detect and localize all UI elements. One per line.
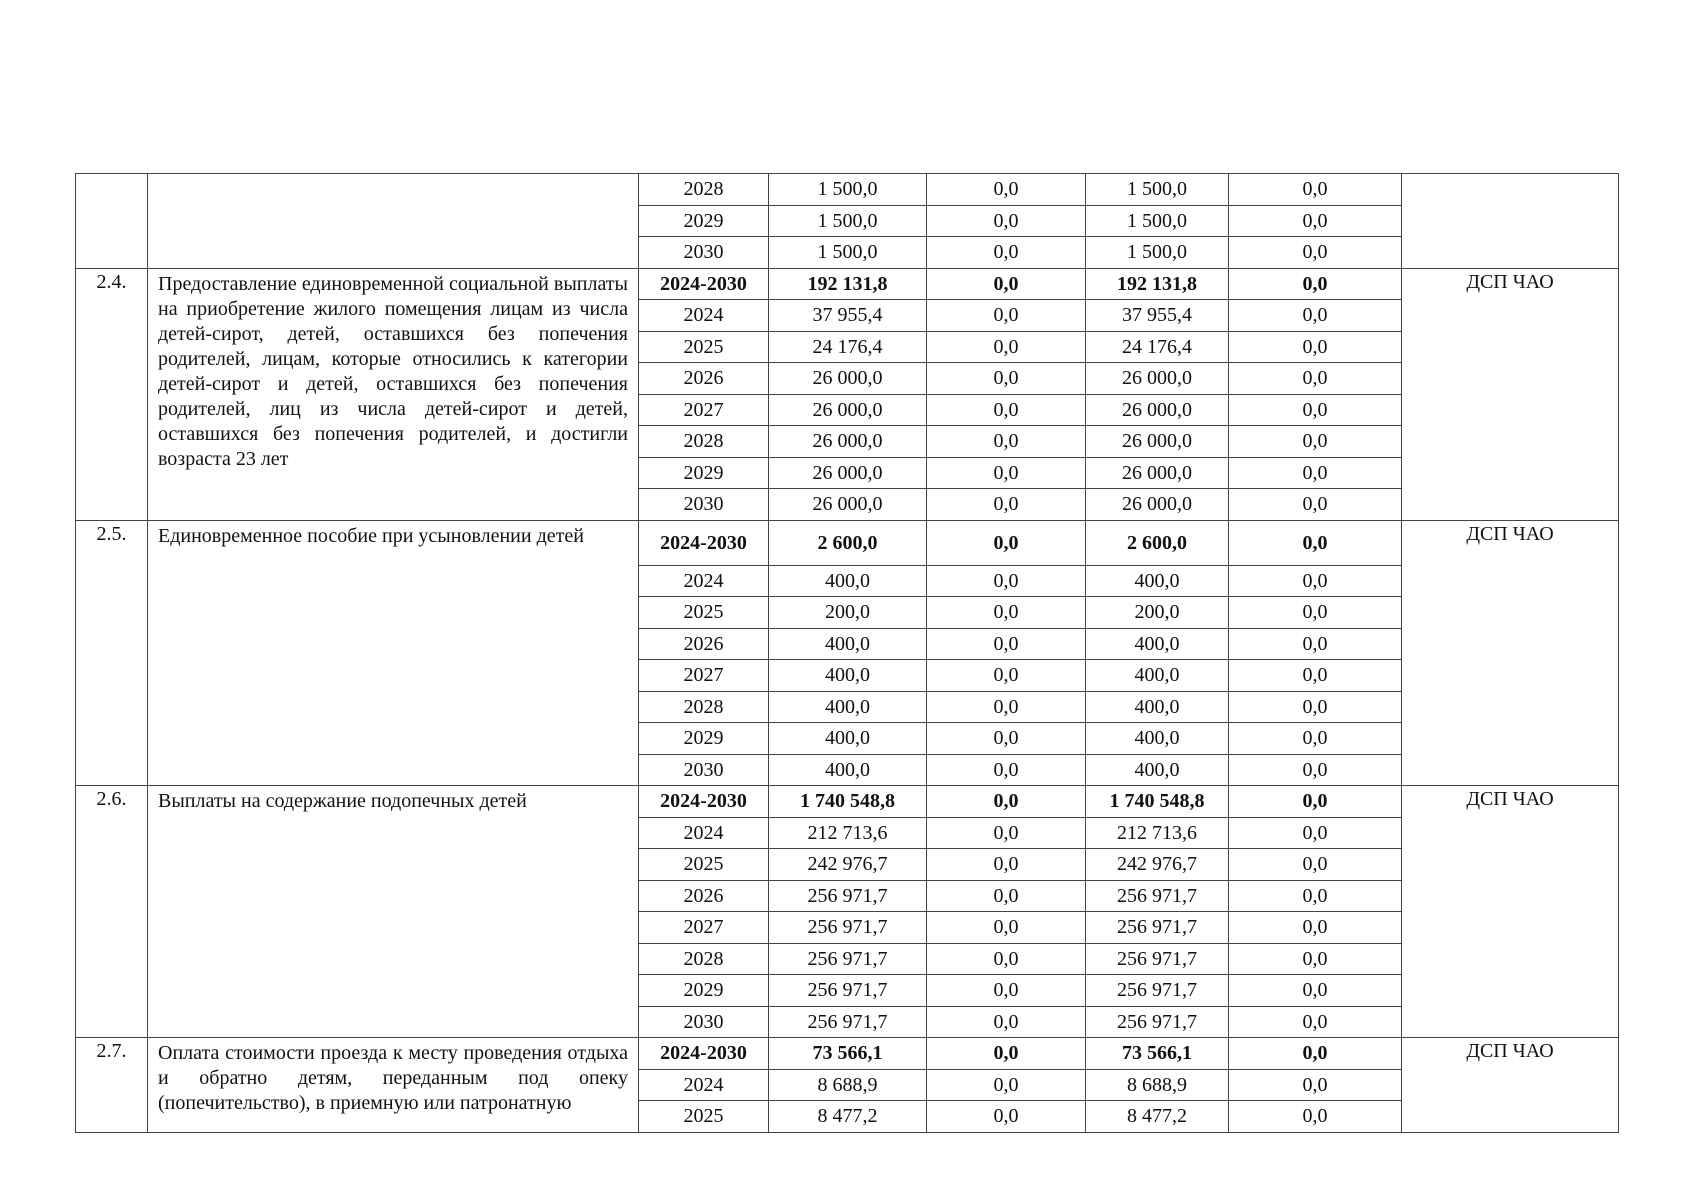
other-amount-cell: 0,0 xyxy=(1229,426,1402,458)
total-amount-cell: 256 971,7 xyxy=(769,1006,927,1038)
regional-amount-cell: 400,0 xyxy=(1086,660,1229,692)
other-amount-cell: 0,0 xyxy=(1229,817,1402,849)
federal-amount-cell: 0,0 xyxy=(927,174,1086,206)
total-amount-cell: 37 955,4 xyxy=(769,300,927,332)
federal-amount-cell: 0,0 xyxy=(927,268,1086,300)
year-cell: 2025 xyxy=(639,597,769,629)
total-amount-cell: 26 000,0 xyxy=(769,426,927,458)
section-number: 2.4. xyxy=(76,268,148,520)
regional-amount-cell: 400,0 xyxy=(1086,723,1229,755)
other-amount-cell: 0,0 xyxy=(1229,754,1402,786)
regional-amount-cell: 400,0 xyxy=(1086,691,1229,723)
federal-amount-cell: 0,0 xyxy=(927,205,1086,237)
executor-cell xyxy=(1402,174,1619,269)
section-name xyxy=(148,174,639,269)
other-amount-cell: 0,0 xyxy=(1229,912,1402,944)
year-cell: 2030 xyxy=(639,754,769,786)
regional-amount-cell: 8 477,2 xyxy=(1086,1101,1229,1133)
year-cell: 2028 xyxy=(639,943,769,975)
total-amount-cell: 1 500,0 xyxy=(769,174,927,206)
year-cell: 2024-2030 xyxy=(639,520,769,565)
federal-amount-cell: 0,0 xyxy=(927,975,1086,1007)
other-amount-cell: 0,0 xyxy=(1229,723,1402,755)
total-amount-cell: 24 176,4 xyxy=(769,331,927,363)
section-name: Единовременное пособие при усыновлении детей xyxy=(148,520,639,786)
total-amount-cell: 256 971,7 xyxy=(769,975,927,1007)
year-cell: 2025 xyxy=(639,849,769,881)
table-row xyxy=(76,174,1619,206)
year-cell: 2024-2030 xyxy=(639,1038,769,1070)
regional-amount-cell: 1 500,0 xyxy=(1086,237,1229,269)
year-cell: 2026 xyxy=(639,363,769,395)
total-amount-cell: 2 600,0 xyxy=(769,520,927,565)
regional-amount-cell: 26 000,0 xyxy=(1086,394,1229,426)
year-cell: 2028 xyxy=(639,174,769,206)
other-amount-cell: 0,0 xyxy=(1229,849,1402,881)
regional-amount-cell: 37 955,4 xyxy=(1086,300,1229,332)
table-row xyxy=(76,268,1619,300)
year-cell: 2027 xyxy=(639,394,769,426)
section-number xyxy=(76,174,148,269)
year-cell: 2029 xyxy=(639,723,769,755)
regional-amount-cell: 192 131,8 xyxy=(1086,268,1229,300)
year-cell: 2026 xyxy=(639,628,769,660)
year-cell: 2024-2030 xyxy=(639,268,769,300)
federal-amount-cell: 0,0 xyxy=(927,237,1086,269)
other-amount-cell: 0,0 xyxy=(1229,331,1402,363)
other-amount-cell: 0,0 xyxy=(1229,489,1402,521)
section-name: Выплаты на содержание подопечных детей xyxy=(148,786,639,1038)
federal-amount-cell: 0,0 xyxy=(927,628,1086,660)
other-amount-cell: 0,0 xyxy=(1229,660,1402,692)
total-amount-cell: 1 500,0 xyxy=(769,205,927,237)
year-cell: 2029 xyxy=(639,975,769,1007)
total-amount-cell: 26 000,0 xyxy=(769,363,927,395)
other-amount-cell: 0,0 xyxy=(1229,237,1402,269)
table-row xyxy=(76,520,1619,565)
table-body xyxy=(76,174,1619,1133)
year-cell: 2028 xyxy=(639,426,769,458)
other-amount-cell: 0,0 xyxy=(1229,300,1402,332)
regional-amount-cell: 73 566,1 xyxy=(1086,1038,1229,1070)
other-amount-cell: 0,0 xyxy=(1229,1038,1402,1070)
total-amount-cell: 256 971,7 xyxy=(769,912,927,944)
year-cell: 2024-2030 xyxy=(639,786,769,818)
regional-amount-cell: 256 971,7 xyxy=(1086,975,1229,1007)
regional-amount-cell: 400,0 xyxy=(1086,754,1229,786)
year-cell: 2025 xyxy=(639,331,769,363)
funding-table xyxy=(75,173,1619,1133)
total-amount-cell: 26 000,0 xyxy=(769,489,927,521)
section-name: Оплата стоимости проезда к месту проведения отдыха и обратно детям, переданным под опеку (попечительство), в приемную или патронатную xyxy=(148,1038,639,1133)
other-amount-cell: 0,0 xyxy=(1229,786,1402,818)
federal-amount-cell: 0,0 xyxy=(927,426,1086,458)
year-cell: 2029 xyxy=(639,457,769,489)
year-cell: 2026 xyxy=(639,880,769,912)
federal-amount-cell: 0,0 xyxy=(927,691,1086,723)
regional-amount-cell: 24 176,4 xyxy=(1086,331,1229,363)
total-amount-cell: 200,0 xyxy=(769,597,927,629)
other-amount-cell: 0,0 xyxy=(1229,1006,1402,1038)
other-amount-cell: 0,0 xyxy=(1229,1069,1402,1101)
federal-amount-cell: 0,0 xyxy=(927,723,1086,755)
federal-amount-cell: 0,0 xyxy=(927,880,1086,912)
federal-amount-cell: 0,0 xyxy=(927,1069,1086,1101)
regional-amount-cell: 26 000,0 xyxy=(1086,489,1229,521)
total-amount-cell: 400,0 xyxy=(769,754,927,786)
federal-amount-cell: 0,0 xyxy=(927,817,1086,849)
other-amount-cell: 0,0 xyxy=(1229,520,1402,565)
executor-cell: ДСП ЧАО xyxy=(1402,268,1619,520)
regional-amount-cell: 26 000,0 xyxy=(1086,363,1229,395)
total-amount-cell: 400,0 xyxy=(769,660,927,692)
other-amount-cell: 0,0 xyxy=(1229,205,1402,237)
year-cell: 2024 xyxy=(639,565,769,597)
total-amount-cell: 212 713,6 xyxy=(769,817,927,849)
federal-amount-cell: 0,0 xyxy=(927,1101,1086,1133)
section-number: 2.6. xyxy=(76,786,148,1038)
total-amount-cell: 26 000,0 xyxy=(769,394,927,426)
executor-cell: ДСП ЧАО xyxy=(1402,786,1619,1038)
federal-amount-cell: 0,0 xyxy=(927,660,1086,692)
federal-amount-cell: 0,0 xyxy=(927,300,1086,332)
regional-amount-cell: 256 971,7 xyxy=(1086,943,1229,975)
regional-amount-cell: 256 971,7 xyxy=(1086,912,1229,944)
other-amount-cell: 0,0 xyxy=(1229,1101,1402,1133)
year-cell: 2024 xyxy=(639,1069,769,1101)
other-amount-cell: 0,0 xyxy=(1229,880,1402,912)
other-amount-cell: 0,0 xyxy=(1229,394,1402,426)
year-cell: 2027 xyxy=(639,912,769,944)
regional-amount-cell: 400,0 xyxy=(1086,628,1229,660)
federal-amount-cell: 0,0 xyxy=(927,786,1086,818)
section-number: 2.5. xyxy=(76,520,148,786)
total-amount-cell: 192 131,8 xyxy=(769,268,927,300)
year-cell: 2030 xyxy=(639,1006,769,1038)
total-amount-cell: 73 566,1 xyxy=(769,1038,927,1070)
regional-amount-cell: 2 600,0 xyxy=(1086,520,1229,565)
regional-amount-cell: 1 500,0 xyxy=(1086,205,1229,237)
total-amount-cell: 256 971,7 xyxy=(769,880,927,912)
year-cell: 2025 xyxy=(639,1101,769,1133)
federal-amount-cell: 0,0 xyxy=(927,849,1086,881)
total-amount-cell: 1 740 548,8 xyxy=(769,786,927,818)
federal-amount-cell: 0,0 xyxy=(927,331,1086,363)
total-amount-cell: 242 976,7 xyxy=(769,849,927,881)
year-cell: 2030 xyxy=(639,237,769,269)
total-amount-cell: 1 500,0 xyxy=(769,237,927,269)
federal-amount-cell: 0,0 xyxy=(927,1038,1086,1070)
federal-amount-cell: 0,0 xyxy=(927,457,1086,489)
total-amount-cell: 8 477,2 xyxy=(769,1101,927,1133)
total-amount-cell: 400,0 xyxy=(769,691,927,723)
regional-amount-cell: 212 713,6 xyxy=(1086,817,1229,849)
other-amount-cell: 0,0 xyxy=(1229,975,1402,1007)
other-amount-cell: 0,0 xyxy=(1229,628,1402,660)
table-row xyxy=(76,1038,1619,1070)
executor-cell: ДСП ЧАО xyxy=(1402,520,1619,786)
year-cell: 2029 xyxy=(639,205,769,237)
other-amount-cell: 0,0 xyxy=(1229,565,1402,597)
federal-amount-cell: 0,0 xyxy=(927,597,1086,629)
regional-amount-cell: 256 971,7 xyxy=(1086,1006,1229,1038)
other-amount-cell: 0,0 xyxy=(1229,597,1402,629)
regional-amount-cell: 400,0 xyxy=(1086,565,1229,597)
table-row xyxy=(76,786,1619,818)
total-amount-cell: 256 971,7 xyxy=(769,943,927,975)
federal-amount-cell: 0,0 xyxy=(927,565,1086,597)
section-name: Предоставление единовременной социальной выплаты на приобретение жилого помещения лицам из числа детей-сирот, детей, оставшихся без попечения родителей, лицам, которые относились к категории детей-сирот и детей, оставшихся без попечения родителей, лиц из числа детей-сирот и детей, оставшихся без попечения родителей, и достигли возраста 23 лет xyxy=(148,268,639,520)
regional-amount-cell: 1 500,0 xyxy=(1086,174,1229,206)
other-amount-cell: 0,0 xyxy=(1229,691,1402,723)
regional-amount-cell: 8 688,9 xyxy=(1086,1069,1229,1101)
federal-amount-cell: 0,0 xyxy=(927,363,1086,395)
year-cell: 2030 xyxy=(639,489,769,521)
total-amount-cell: 400,0 xyxy=(769,628,927,660)
executor-cell: ДСП ЧАО xyxy=(1402,1038,1619,1133)
other-amount-cell: 0,0 xyxy=(1229,943,1402,975)
regional-amount-cell: 1 740 548,8 xyxy=(1086,786,1229,818)
year-cell: 2027 xyxy=(639,660,769,692)
total-amount-cell: 400,0 xyxy=(769,565,927,597)
federal-amount-cell: 0,0 xyxy=(927,394,1086,426)
other-amount-cell: 0,0 xyxy=(1229,268,1402,300)
section-number: 2.7. xyxy=(76,1038,148,1133)
total-amount-cell: 8 688,9 xyxy=(769,1069,927,1101)
federal-amount-cell: 0,0 xyxy=(927,754,1086,786)
regional-amount-cell: 200,0 xyxy=(1086,597,1229,629)
year-cell: 2028 xyxy=(639,691,769,723)
total-amount-cell: 400,0 xyxy=(769,723,927,755)
other-amount-cell: 0,0 xyxy=(1229,457,1402,489)
federal-amount-cell: 0,0 xyxy=(927,1006,1086,1038)
regional-amount-cell: 242 976,7 xyxy=(1086,849,1229,881)
federal-amount-cell: 0,0 xyxy=(927,943,1086,975)
year-cell: 2024 xyxy=(639,300,769,332)
other-amount-cell: 0,0 xyxy=(1229,174,1402,206)
year-cell: 2024 xyxy=(639,817,769,849)
total-amount-cell: 26 000,0 xyxy=(769,457,927,489)
regional-amount-cell: 26 000,0 xyxy=(1086,457,1229,489)
federal-amount-cell: 0,0 xyxy=(927,489,1086,521)
regional-amount-cell: 26 000,0 xyxy=(1086,426,1229,458)
federal-amount-cell: 0,0 xyxy=(927,912,1086,944)
federal-amount-cell: 0,0 xyxy=(927,520,1086,565)
other-amount-cell: 0,0 xyxy=(1229,363,1402,395)
regional-amount-cell: 256 971,7 xyxy=(1086,880,1229,912)
